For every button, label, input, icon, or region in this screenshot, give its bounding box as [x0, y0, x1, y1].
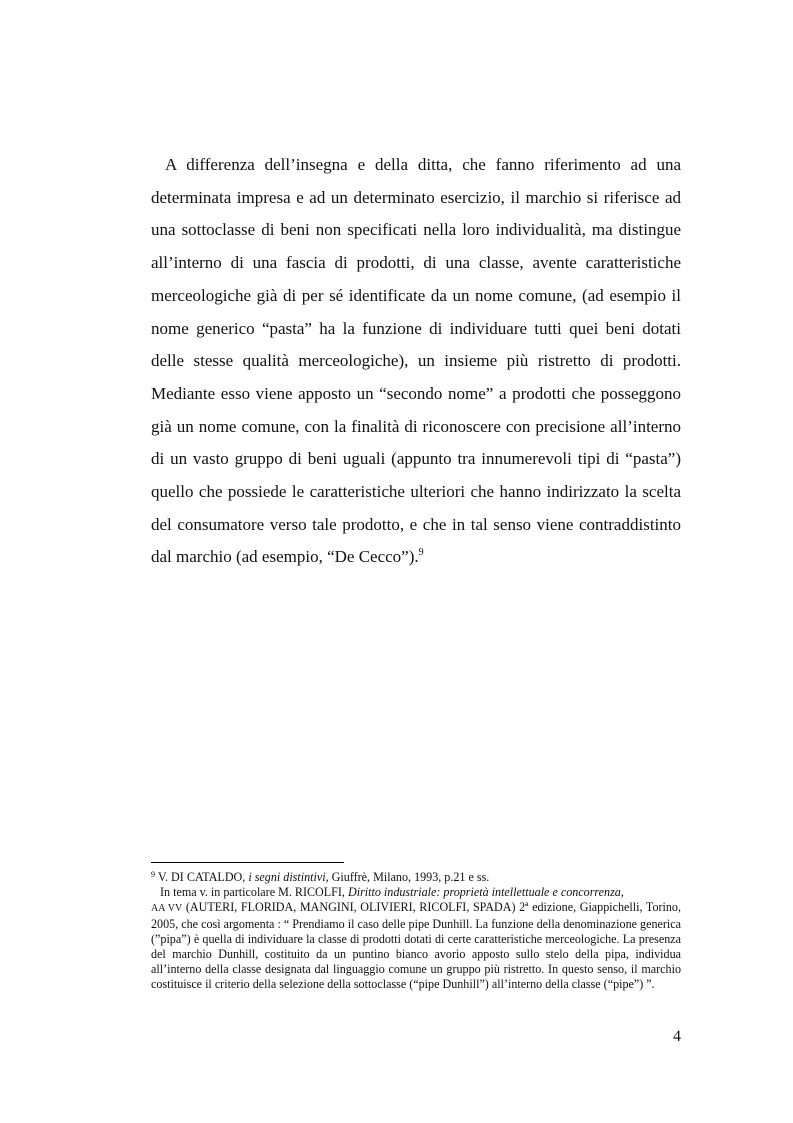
footnote-book-title: Diritto industriale: proprietà intellettuale e concorrenza,	[347, 885, 624, 900]
footnote-line-1	[151, 870, 681, 885]
footnote-publisher: Giuffrè, Milano, 1993, p.21 e ss.	[331, 870, 490, 884]
footnotes	[151, 870, 681, 993]
body-paragraph	[151, 149, 681, 574]
footnote-reference[interactable]: 9	[418, 547, 424, 559]
footnote-line-2	[151, 885, 681, 992]
footnote-intro: In tema v. in particolare M. RICOLFI,	[160, 885, 345, 900]
footnote-separator	[151, 862, 344, 863]
footnote-title: i segni distintivi,	[248, 870, 329, 884]
footnote-quote: (AUTERI, FLORIDA, MANGINI, OLIVIERI, RICOLFI, SPADA) 2ª edizione, Giappichelli, Torino, 2005, che così argomenta : “ Prendiamo il caso delle pipe Dunhill. La funzione della denominazione generica (”pipa”) è quella di individuare la classe di prodotti dotati di certe caratteristiche merceologiche. La presenza del marchio Dunhill, costituito da un puntino bianco avorio apposto sullo stelo della pipa, individua all’interno della classe designata dal linguaggio comune un gruppo più ristretto. In questo senso, il marchio costituisce il criterio della selezione della sottoclasse (“pipe Dunhill”) all’interno della classe (“pipe”) ”.	[151, 900, 681, 992]
paragraph-text: A differenza dell’insegna e della ditta, che fanno riferimento ad una determinata impresa e ad un determinato esercizio, il marchio si riferisce ad una sottoclasse di beni non specificati nella loro individualità, ma distingue all’interno di una fascia di prodotti, di una classe, avente caratteristiche merceologiche già di per sé identificate da un nome comune, (ad esempio il nome generico “pasta” ha la funzione di individuare tutti quei beni dotati delle stesse qualità merceologiche), un insieme più ristretto di prodotti. Mediante esso viene apposto un “secondo nome” a prodotti che posseggono già un nome comune, con la finalità di riconoscere con precisione all’interno di un vasto gruppo di beni uguali (appunto tra innumerevoli tipi di “pasta”) quello che possiede le caratteristiche ulteriori che hanno indirizzato la scelta del consumatore verso tale prodotto, e che in tal senso viene contraddistinto dal marchio (ad esempio, “De Cecco”).	[151, 155, 681, 567]
footnote-author: V. DI CATALDO,	[157, 870, 246, 884]
body-text	[151, 149, 681, 574]
footnote-number: 9	[151, 870, 155, 879]
footnote-aavv: AA VV	[151, 903, 183, 915]
page-number: 4	[673, 1028, 681, 1045]
